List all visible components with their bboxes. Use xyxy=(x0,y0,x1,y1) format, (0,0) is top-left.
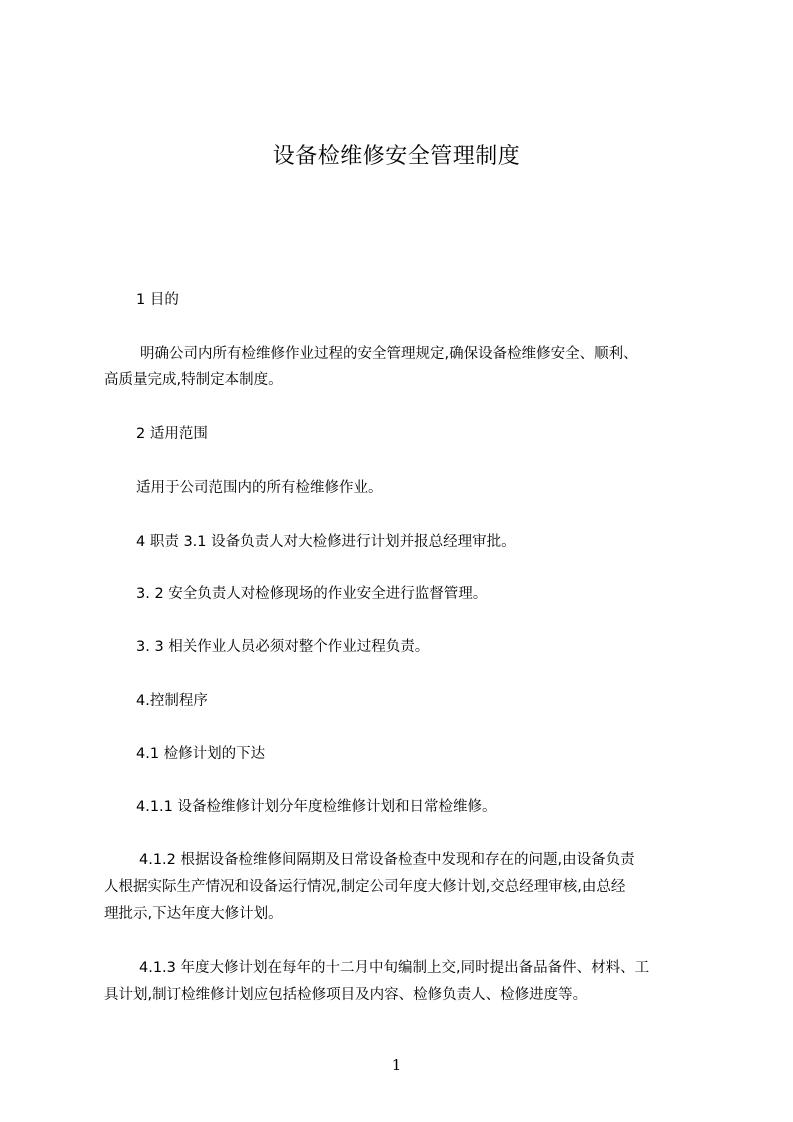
paragraph-4-1-3-line-1: 4.1.3 年度大修计划在每年的十二月中旬编制上交,同时提出备品备件、材料、工 xyxy=(139,960,650,976)
paragraph-4-1-2-line-2: 人根据实际生产情况和设备运行情况,制定公司年度大修计划,交总经理审核,由总经 xyxy=(104,879,626,895)
paragraph-purpose-line-2: 高质量完成,特制定本制度。 xyxy=(104,372,283,388)
paragraph-scope: 适用于公司范围内的所有检维修作业。 xyxy=(136,480,383,496)
section-1-heading: 1 目的 xyxy=(136,292,179,308)
section-4-1-heading: 4.1 检修计划的下达 xyxy=(136,746,266,762)
page-number: 1 xyxy=(391,1056,402,1074)
paragraph-4-1-2-line-1: 4.1.2 根据设备检维修间隔期及日常设备检查中发现和存在的问题,由设备负责 xyxy=(139,852,635,868)
paragraph-4-1-2-line-3: 理批示,下达年度大修计划。 xyxy=(104,906,283,922)
paragraph-responsibility-3-3: 3. 3 相关作业人员必须对整个作业过程负责。 xyxy=(136,639,430,655)
section-4-heading: 4.控制程序 xyxy=(136,693,208,709)
section-2-heading: 2 适用范围 xyxy=(136,426,208,442)
paragraph-4-1-3-line-2: 具计划,制订检维修计划应包括检修项目及内容、检修负责人、检修进度等。 xyxy=(104,987,588,1003)
paragraph-responsibility-3-1: 4 职责 3.1 设备负责人对大检修进行计划并报总经理审批。 xyxy=(136,534,516,550)
paragraph-responsibility-3-2: 3. 2 安全负责人对检修现场的作业安全进行监督管理。 xyxy=(136,586,488,602)
document-title: 设备检维修安全管理制度 xyxy=(272,144,521,169)
paragraph-purpose-line-1: 明确公司内所有检维修作业过程的安全管理规定,确保设备检维修安全、顺利、 xyxy=(140,346,638,362)
paragraph-4-1-1: 4.1.1 设备检维修计划分年度检维修计划和日常检维修。 xyxy=(136,799,497,815)
